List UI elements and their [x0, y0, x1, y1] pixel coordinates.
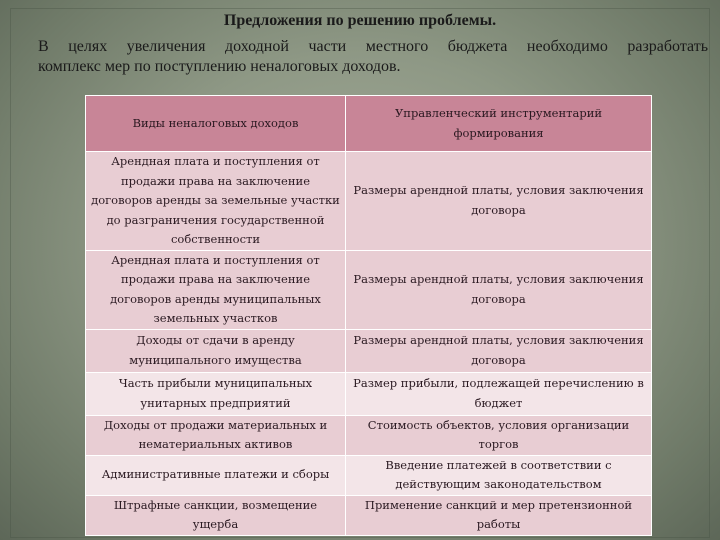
revenue-table	[85, 95, 652, 536]
intro-line-2: комплекс мер по поступлению неналоговых доходов.	[38, 58, 401, 75]
table-row	[86, 495, 652, 535]
management-tool-cell: Стоимость объектов, условия организации торгов	[346, 415, 652, 455]
management-tool-cell: Размеры арендной платы, условия заключения договора	[346, 329, 652, 372]
management-tool-cell: Введение платежей в соответствии с действующим законодательством	[346, 455, 652, 495]
revenue-type-cell: Административные платежи и сборы	[86, 455, 346, 495]
table-row	[86, 152, 652, 251]
table-header-row	[86, 96, 652, 152]
table-row	[86, 250, 652, 329]
management-tool-cell: Размер прибыли, подлежащей перечислению в бюджет	[346, 372, 652, 415]
header-management-tools: Управленческий инструментарий формирования	[346, 96, 652, 152]
intro-line-1: В целях увеличения доходной части местного бюджета необходимо разработать	[38, 38, 708, 55]
header-revenue-types: Виды неналоговых доходов	[86, 96, 346, 152]
table-row	[86, 415, 652, 455]
slide-title: Предложения по решению проблемы.	[223, 12, 497, 29]
revenue-type-cell: Арендная плата и поступления от продажи права на заключение договоров аренды за земельные участки до разграничения государственной собственности	[86, 152, 346, 251]
table-row	[86, 329, 652, 372]
management-tool-cell: Применение санкций и мер претензионной работы	[346, 495, 652, 535]
management-tool-cell: Размеры арендной платы, условия заключения договора	[346, 152, 652, 251]
revenue-type-cell: Доходы от сдачи в аренду муниципального имущества	[86, 329, 346, 372]
table-row	[86, 455, 652, 495]
revenue-type-cell: Часть прибыли муниципальных унитарных предприятий	[86, 372, 346, 415]
revenue-type-cell: Штрафные санкции, возмещение ущерба	[86, 495, 346, 535]
table-row	[86, 372, 652, 415]
intro-paragraph	[38, 37, 708, 77]
revenue-type-cell: Арендная плата и поступления от продажи права на заключение договоров аренды муниципальных земельных участков	[86, 250, 346, 329]
management-tool-cell: Размеры арендной платы, условия заключения договора	[346, 250, 652, 329]
revenue-type-cell: Доходы от продажи материальных и нематериальных активов	[86, 415, 346, 455]
